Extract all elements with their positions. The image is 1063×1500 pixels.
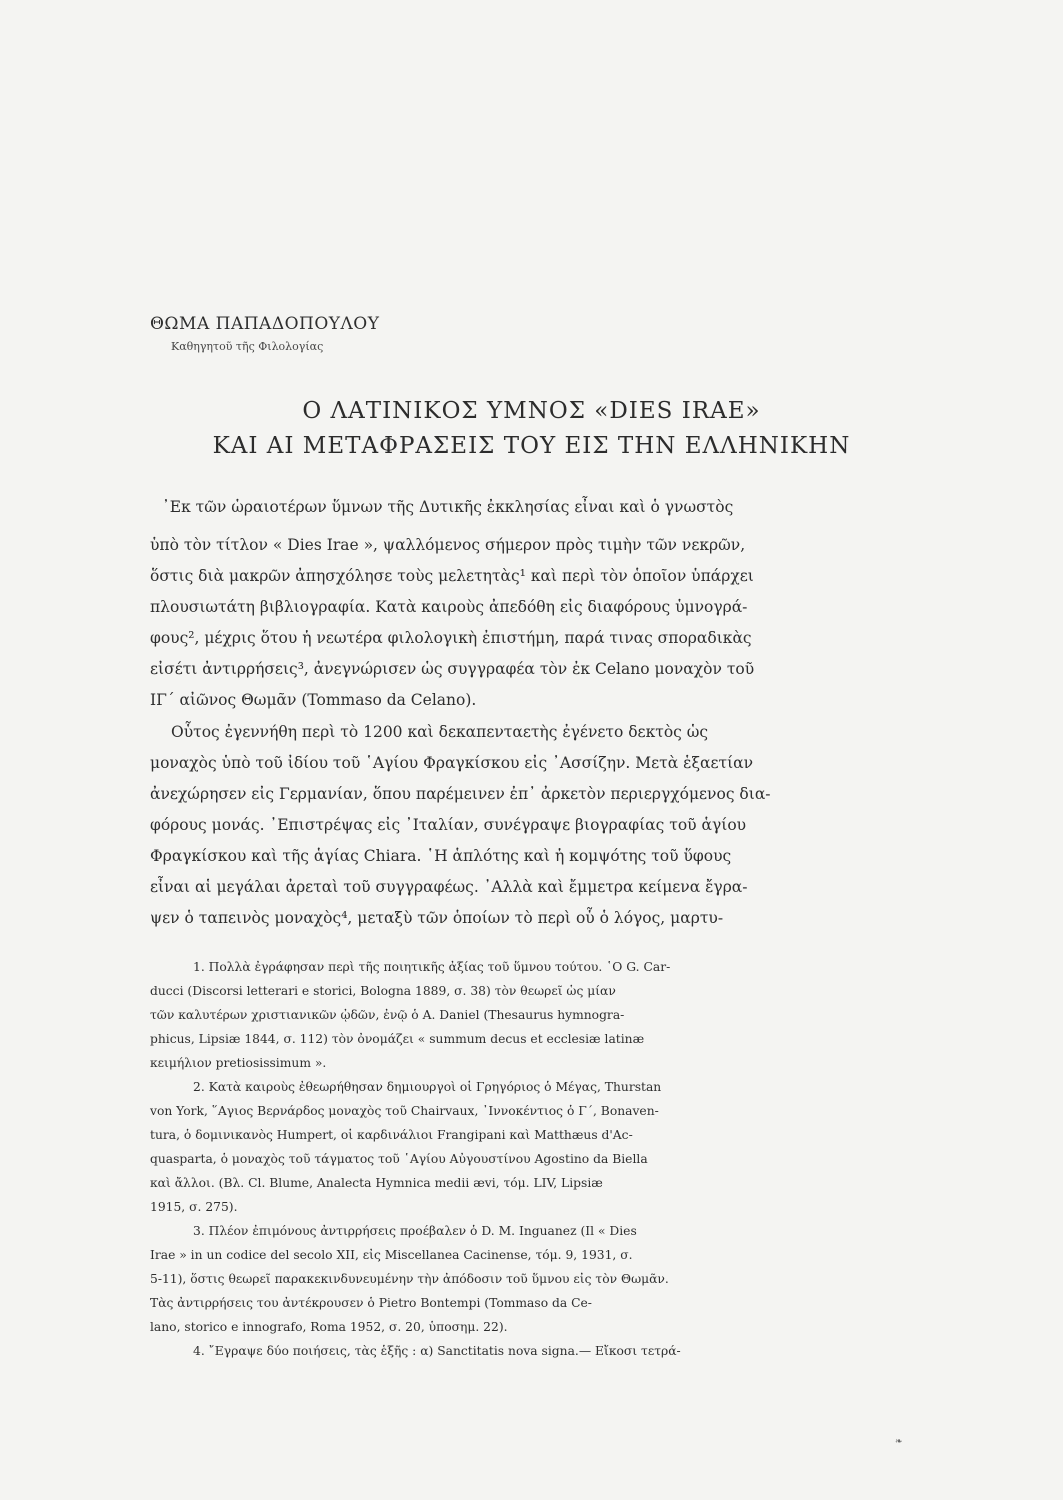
footnote-line: phicus, Lipsiæ 1844, σ. 112) τὸν ὀνομάζει « summum decus et ecclesiæ latinæ: [150, 1032, 645, 1046]
article-title-line-2: ΚΑΙ ΑΙ ΜΕΤΑΦΡΑΣΕΙΣ ΤΟΥ ΕΙΣ ΤΗΝ ΕΛΛΗΝΙΚΗΝ: [212, 433, 851, 459]
footnote-line: 5-11), ὅστις θεωρεῖ παρακεκινδυνευμένην τὴν ἀπόδοσιν τοῦ ὕμνου εἰς τὸν Θωμᾶν.: [150, 1272, 669, 1286]
author-name: ΘΩΜΑ ΠΑΠΑΔΟΠΟΥΛΟΥ: [150, 314, 380, 334]
footnote-line: 4. ῎Εγραψε δύο ποιήσεις, τὰς ἑξῆς : α) Sanctitatis nova signa.— Εἴκοσι τετρά-: [193, 1344, 681, 1358]
footnote-line: κειμήλιον pretiosissimum ».: [150, 1056, 327, 1070]
article-title-line-1: Ο ΛΑΤΙΝΙΚΟΣ ΥΜΝΟΣ «DIES IRAE»: [302, 398, 761, 424]
author-affiliation: Καθηγητοῦ τῆς Φιλολογίας: [171, 340, 324, 353]
body-line: ἀνεχώρησεν εἰς Γερμανίαν, ὅπου παρέμεινεν ἐπ᾽ ἀρκετὸν περιεργχόμενος δια-: [150, 785, 771, 803]
body-line: ΙΓ´ αἰῶνος Θωμᾶν (Tommaso da Celano).: [150, 691, 477, 709]
footnote-line: καὶ ἄλλοι. (Βλ. Cl. Blume, Analecta Hymnica medii ævi, τόμ. LIV, Lipsiæ: [150, 1176, 603, 1190]
body-line: ᾽Εκ τῶν ὡραιοτέρων ὕμνων τῆς Δυτικῆς ἐκκλησίας εἶναι καὶ ὁ γνωστὸς: [162, 498, 734, 516]
body-line: ὅστις διὰ μακρῶν ἀπησχόλησε τοὺς μελετητὰς¹ καὶ περὶ τὸν ὁποῖον ὑπάρχει: [150, 567, 754, 585]
footnote-line: τῶν καλυτέρων χριστιανικῶν ᾠδῶν, ἐνῷ ὁ A. Daniel (Thesaurus hymnogra-: [150, 1008, 625, 1022]
body-line: εἶναι αἱ μεγάλαι ἀρεταὶ τοῦ συγγραφέως. ᾽Αλλὰ καὶ ἔμμετρα κείμενα ἔγρα-: [150, 878, 748, 896]
footnote-line: 1. Πολλὰ ἐγράφησαν περὶ τῆς ποιητικῆς ἀξίας τοῦ ὕμνου τούτου. ῾Ο G. Car-: [193, 960, 671, 974]
footnote-line: tura, ὁ δομινικανὸς Humpert, οἱ καρδινάλιοι Frangipani καὶ Matthæus d'Ac-: [150, 1128, 633, 1142]
footnote-line: Irae » in un codice del secolo XII, εἰς Miscellanea Cacinense, τόμ. 9, 1931, σ.: [150, 1248, 633, 1262]
body-line: ψεν ὁ ταπεινὸς μοναχὸς⁴, μεταξὺ τῶν ὁποίων τὸ περὶ οὗ ὁ λόγος, μαρτυ-: [150, 909, 724, 927]
body-line: εἰσέτι ἀντιρρήσεις³, ἀνεγνώρισεν ὡς συγγραφέα τὸν ἐκ Celano μοναχὸν τοῦ: [150, 660, 755, 678]
body-line: Φραγκίσκου καὶ τῆς ἁγίας Chiara. ῾Η ἁπλότης καὶ ἡ κομψότης τοῦ ὕφους: [150, 847, 732, 865]
body-line: ὑπὸ τὸν τίτλον « Dies Irae », ψαλλόμενος σήμερον πρὸς τιμὴν τῶν νεκρῶν,: [150, 536, 746, 554]
footnote-line: von York, ῞Αγιος Βερνάρδος μοναχὸς τοῦ Chairvaux, ᾽Ιννοκέντιος ὁ Γ´, Bonaven-: [150, 1104, 659, 1118]
page-ornament-icon: ❧: [895, 1437, 903, 1447]
body-line: φους², μέχρις ὅτου ἡ νεωτέρα φιλολογικὴ ἐπιστήμη, παρά τινας σποραδικὰς: [150, 629, 752, 647]
body-line: πλουσιωτάτη βιβλιογραφία. Κατὰ καιροὺς ἀπεδόθη εἰς διαφόρους ὑμνογρά-: [150, 598, 748, 616]
footnote-line: ducci (Discorsi letterari e storici, Bologna 1889, σ. 38) τὸν θεωρεῖ ὡς μίαν: [150, 984, 616, 998]
footnote-line: lano, storico e innografo, Roma 1952, σ. 20, ὑποσημ. 22).: [150, 1320, 508, 1334]
footnote-line: 1915, σ. 275).: [150, 1200, 238, 1214]
footnote-line: quasparta, ὁ μοναχὸς τοῦ τάγματος τοῦ ῾Αγίου Αὐγουστίνου Agostino da Biella: [150, 1152, 648, 1166]
footnote-line: 3. Πλέον ἐπιμόνους ἀντιρρήσεις προέβαλεν ὁ D. M. Inguanez (Il « Dies: [193, 1224, 637, 1238]
footnote-line: Τὰς ἀντιρρήσεις του ἀντέκρουσεν ὁ Pietro Bontempi (Tommaso da Ce-: [150, 1296, 592, 1310]
body-line: φόρους μονάς. ᾽Επιστρέψας εἰς ᾽Ιταλίαν, συνέγραψε βιογραφίας τοῦ ἁγίου: [150, 816, 747, 834]
body-line: μοναχὸς ὑπὸ τοῦ ἰδίου τοῦ ῾Αγίου Φραγκίσκου εἰς ᾽Ασσίζην. Μετὰ ἑξαετίαν: [150, 754, 754, 772]
footnote-line: 2. Κατὰ καιροὺς ἐθεωρήθησαν δημιουργοὶ οἱ Γρηγόριος ὁ Μέγας, Thurstan: [193, 1080, 662, 1094]
body-line: Οὗτος ἐγεννήθη περὶ τὸ 1200 καὶ δεκαπενταετὴς ἐγένετο δεκτὸς ὡς: [171, 723, 709, 741]
